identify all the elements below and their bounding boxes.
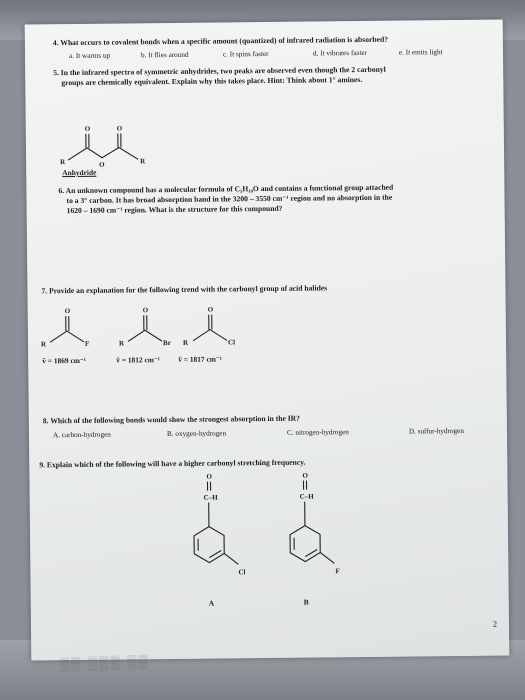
q7-freq-br: ṽ = 1812 cm⁻¹: [116, 355, 161, 365]
q6-line-3: 1620 – 1690 cm⁻¹ region. What is the structure for this compound?: [66, 203, 283, 216]
desk-blurred-marks: ▒▒ ▒▒▒ ▒▒: [59, 653, 150, 672]
q7-freq-f: ṽ = 1869 cm⁻¹: [42, 355, 87, 366]
svg-text:R: R: [40, 340, 47, 349]
q7-freq-cl: ṽ = 1817 cm⁻¹: [178, 354, 223, 364]
q8-option-d: D. sulfur-hydrogen: [408, 426, 464, 436]
q9-label-a: A: [208, 598, 215, 608]
q9-question: 9. Explain which of the following will have a higher carbonyl stretching frequency.: [39, 457, 306, 470]
svg-text:F: F: [335, 567, 340, 576]
svg-text:Cl: Cl: [238, 568, 246, 577]
svg-text:O: O: [302, 471, 308, 480]
q6-line-2: to a 3° carbon. It has broad absorption band in the 3200 – 3550 cm⁻¹ region and no absorption in the: [66, 192, 393, 206]
anhydride-r-left: R: [60, 158, 66, 167]
q6-line-1: 6. An unknown compound has a molecular formula of C₅H₁₀O and contains a functional group attached: [58, 182, 394, 196]
page-number: 2: [492, 619, 498, 629]
svg-text:R: R: [118, 339, 125, 348]
svg-text:F: F: [84, 339, 90, 348]
benzaldehyde-structures: [189, 467, 380, 609]
svg-text:C–H: C–H: [203, 493, 218, 502]
svg-text:O: O: [64, 307, 71, 316]
q4-option-d: d. It vibrates faster: [312, 48, 367, 58]
svg-text:O: O: [142, 306, 149, 315]
q8-question: 8. Which of the following bonds would show the strongest absorption in the IR?: [42, 413, 300, 426]
svg-text:Cl: Cl: [227, 338, 236, 347]
anhydride-o-bridge: O: [99, 160, 105, 169]
anhydride-caption: Anhydride: [62, 167, 97, 178]
anhydride-r-right: R: [140, 157, 146, 166]
q5-line-2: groups are chemically equivalent. Explain why this takes place. Hint: Think about 1° amines.: [61, 74, 363, 88]
q4-option-b: b. It flies around: [140, 50, 189, 60]
svg-text:R: R: [182, 338, 189, 347]
q4-option-e: e. It emits light: [398, 48, 443, 57]
q4-option-c: c. It spins faster: [222, 49, 269, 59]
q4-option-a: a. It warms up: [68, 51, 111, 61]
q8-option-a: A. carbon-hydrogen: [52, 430, 111, 440]
q8-option-c: C. nitrogen-hydrogen: [286, 428, 349, 437]
q9-label-b: B: [303, 597, 309, 607]
q4-question: 4. What occurs to covalent bonds when a specific amount (quantized) of infrared radiation is absorbed?: [52, 34, 389, 48]
svg-text:C–H: C–H: [299, 492, 314, 501]
q5-line-1: 5. In the infrared spectra of symmetric anhydrides, two peaks are observed even though the 2 carbonyl: [53, 64, 386, 78]
q8-option-b: B. oxygen-hydrogen: [166, 429, 227, 439]
anhydride-o-right: O: [116, 124, 123, 133]
q7-question: 7. Provide an explanation for the following trend with the carbonyl group of acid halides: [41, 283, 328, 296]
svg-text:O: O: [206, 472, 212, 481]
worksheet-page: [25, 20, 510, 661]
svg-text:Br: Br: [162, 339, 171, 348]
svg-text:O: O: [207, 305, 214, 314]
anhydride-o-left: O: [84, 124, 91, 133]
